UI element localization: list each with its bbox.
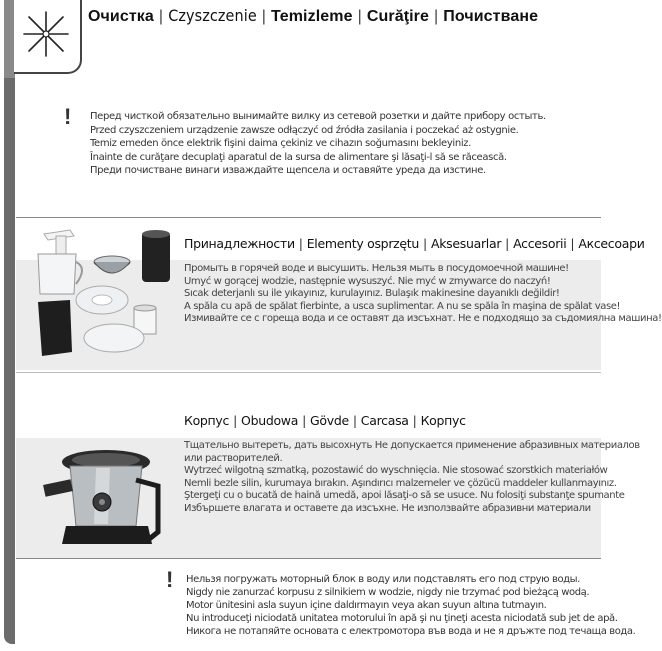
housing-line-ru-cont: или растворителей. [184,452,283,464]
housing-bottom-rule [16,558,601,559]
header-lang-ro: Curăţire [366,8,429,25]
housing-line-ro: Ştergeţi cu o bucată de haină umedă, apoi lăsaţi-o să se usuce. Nu folosiţi substanţe spumante [184,490,625,501]
header-lang-pl: Czyszczenie [168,6,257,25]
header-lang-bg: Почистване [443,8,539,25]
warning-bottom-line-bg: Никога не потапяйте основата с електромотора във вода и не я дръжте под течаща вода. [186,626,636,637]
housing-line-bg: Избършете влагата и оставете да изсъхне. Не използвайте абразивни материали [184,502,591,514]
warning-bottom-line-pl: Nigdy nie zanurzać korpusu z silnikiem w wodzie, nigdy nie trzymać pod bieżącą wodą. [186,587,590,598]
warning-bottom-line-tr: Motor ünitesini asla suyun içine daldırmayın veya akan suyun altına tutmayın. [186,600,547,611]
accessories-image [30,222,180,367]
accessories-title-tr: Aksesuarlar [430,236,502,251]
accessories-line-ro: A spăla cu apă de spălat fierbinte, a usca suplimentar. A nu se spăla în maşina de spălat vase! [184,300,621,312]
housing-title-ru: Корпус [184,413,230,428]
housing-title-tr: Gövde [310,413,349,428]
housing-line-tr: Nemli bezle silin, kurumaya bırakın. Aşındırıcı malzemeler ve çözücü maddeler kullanmayınız. [184,477,617,489]
warning-bottom-line-ru: Нельзя погружать моторный блок в воду или подставлять его под струю воды. [186,574,580,585]
warning-top-line-ru: Перед чисткой обязательно вынимайте вилку из сетевой розетки и дайте прибору остыть. [90,111,546,122]
warning-top-line-bg: Преди почистване винаги изваждайте щепсела и оставяйте уреда да изстине. [90,165,486,177]
accessories-line-ru: Промыть в горячей воде и высушить. Нельзя мыть в посудомоечной машине! [184,263,569,274]
warning-exclamation-icon: ! [64,104,72,129]
warning-top-line-pl: Przed czyszczeniem urządzenie zawsze odłączyć od źródła zasilania i poczekać aż ostygnie. [90,124,519,136]
accessories-line-bg: Измивайте се с гореща вода и се оставят да изсъхнат. Не е подходящо за съдомиялна машина! [184,313,662,324]
housing-image [36,440,166,558]
accessories-text [184,263,662,326]
logo-box [14,0,82,74]
housing-text [184,440,640,515]
header-lang-tr: Temizleme [271,8,353,25]
housing-title: Корпус | Obudowa | Gövde | Carcasa | Корпус [184,413,466,428]
accessories-title-pl: Elementy osprzętu [306,236,420,251]
warning-top-line-tr: Temiz emeden önce elektrik fişini daima çekiniz ve cihazın soğumasını bekleyiniz. [90,138,471,150]
housing-top-rule [16,372,601,373]
housing-line-ru: Тщательно вытереть, дать высохнуть Не допускается применение абразивных материалов [184,440,640,451]
accessories-title-ru: Принадлежности [184,236,295,251]
warning-bottom-line-ro: Nu introduceţi niciodată unitatea motorului în apă şi nu ţineţi acesta niciodată sub jet de apă. [186,613,618,624]
warning-top-text [90,110,595,178]
accessories-title: Принадлежности | Elementy osprzętu | Aksesuarlar | Accesorii | Аксесоари [184,236,645,251]
star-logo-icon [20,8,72,60]
accessories-title-bg: Аксесоари [578,236,645,251]
housing-title-bg: Корпус [420,413,466,428]
header-lang-ru: Очистка [88,8,154,25]
warning-top-line-ro: Înainte de curăţare decuplaţi aparatul de la sursa de alimentare şi lăsaţi-l să se răcească. [90,151,507,163]
page-header: Очистка | Czyszczenie | Temizleme | Curăţire | Почистване [88,6,539,25]
accessories-top-rule [16,217,601,218]
housing-line-pl: Wytrzeć wilgotną szmatką, pozostawić do wyschnięcia. Nie stosować szorstkich materiałów [184,465,608,476]
accessories-line-pl: Umyć w gorącej wodzie, następnie wysuszyć. Nie myć w zmywarce do naczyń! [184,275,551,287]
warning-bottom-text [186,573,636,638]
sidebar-bar [4,78,15,644]
warning-exclamation-icon: ! [166,567,174,592]
housing-title-pl: Obudowa [241,413,299,428]
accessories-line-tr: Sıcak deterjanlı su ile yıkayınız, kurulayınız. Bulaşık makinesine dayanıklı değildir! [184,288,560,299]
housing-title-ro: Carcasa [360,413,409,428]
accessories-title-ro: Accesorii [513,236,567,251]
